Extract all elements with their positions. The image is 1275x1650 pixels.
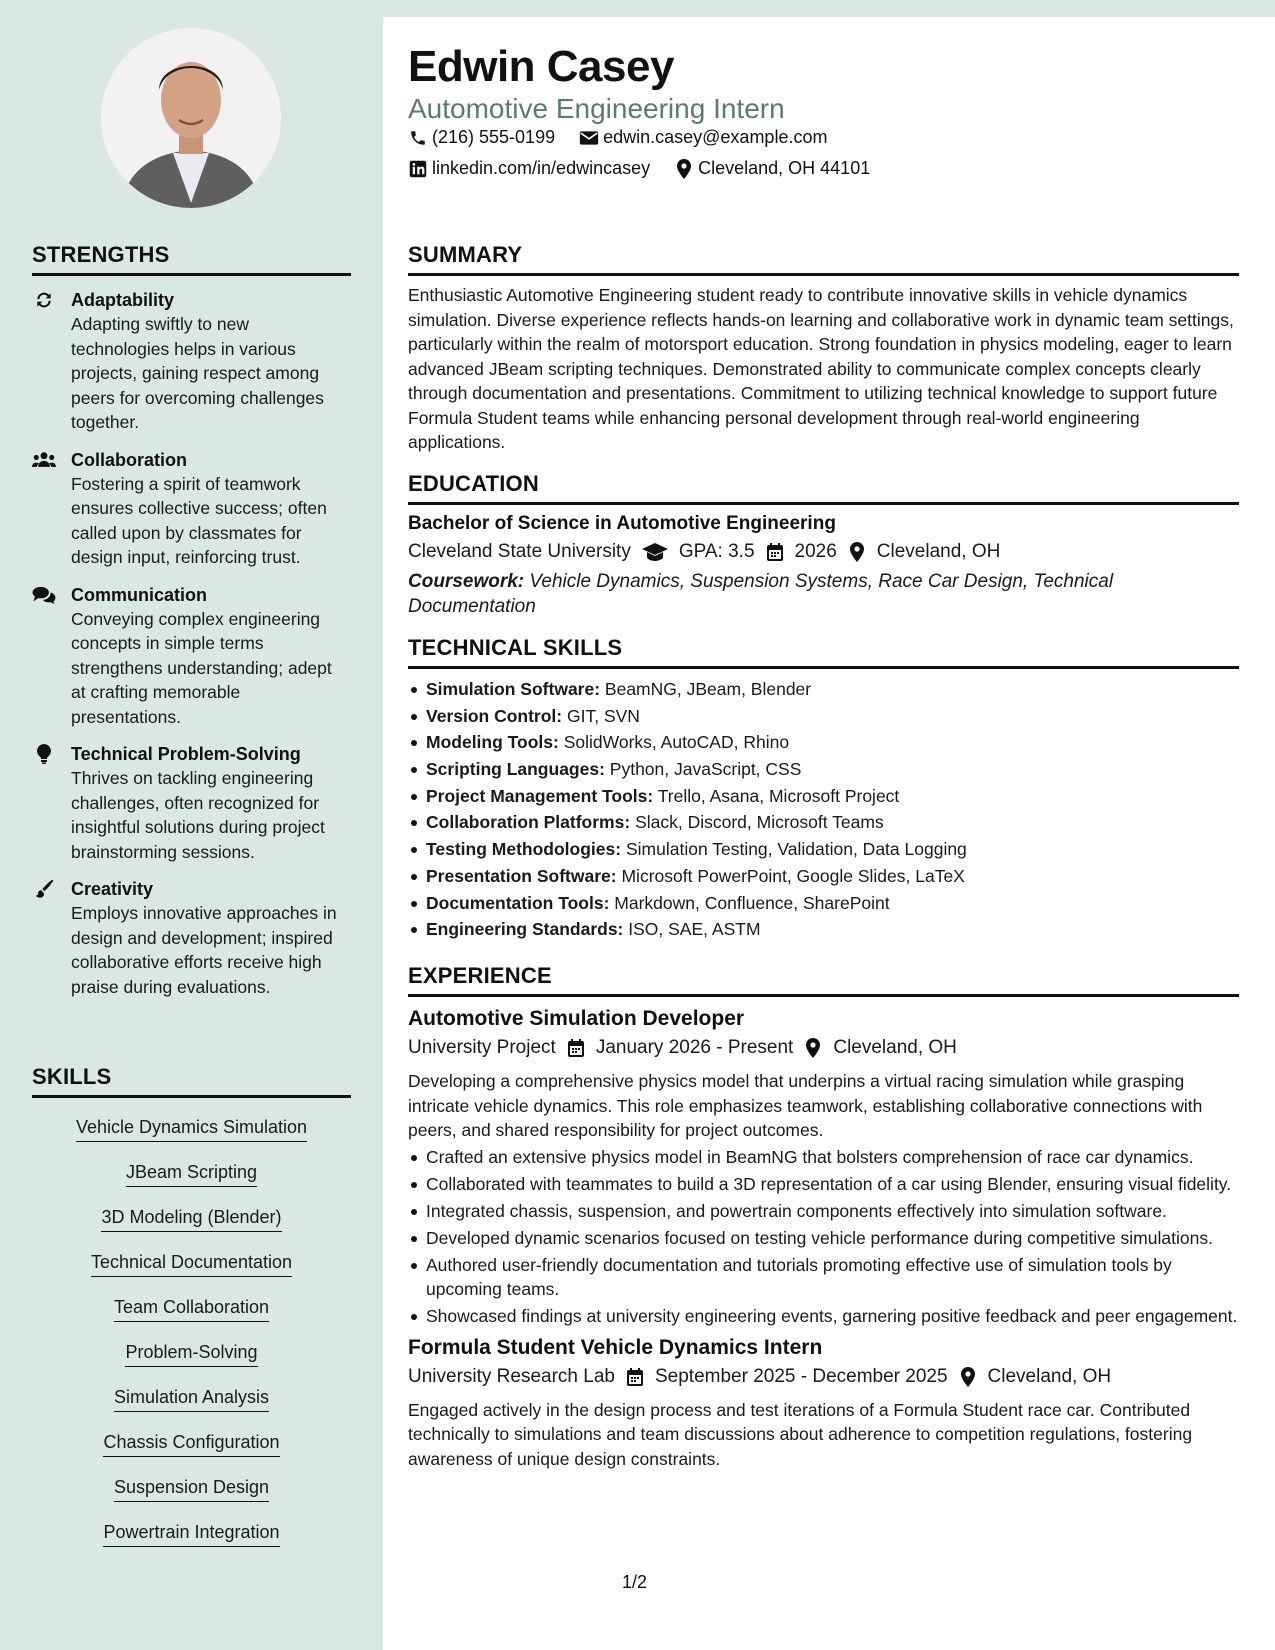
list-item bbox=[408, 837, 1239, 861]
gpa-text: GPA: 3.5 bbox=[678, 541, 755, 562]
skill-category: Collaboration Platforms: bbox=[426, 812, 631, 833]
strength-text: Adapting swiftly to new technologies helps in various projects, gaining respect among peers for overcoming challenges together. bbox=[71, 314, 324, 432]
list-item bbox=[408, 864, 1239, 888]
list-item: Showcased findings at university engineering events, garnering positive feedback and peer engagement. bbox=[408, 1304, 1239, 1328]
strength-text: Fostering a spirit of teamwork ensures collective success; often called upon by classmates for design input, reinforcing trust. bbox=[71, 473, 327, 567]
skill-tag: Chassis Configuration bbox=[103, 1429, 279, 1457]
strength-text: Employs innovative approaches in design and development; inspired collaborative efforts receive high praise during evaluations. bbox=[71, 903, 337, 997]
experience-heading: EXPERIENCE bbox=[408, 963, 1239, 997]
job-meta bbox=[408, 1037, 1239, 1059]
list-item bbox=[408, 810, 1239, 834]
comments-icon bbox=[32, 584, 56, 606]
summary-heading: SUMMARY bbox=[408, 242, 1239, 276]
list-item bbox=[408, 784, 1239, 808]
skill-category: Simulation Software: bbox=[426, 679, 601, 699]
calendar-icon bbox=[566, 1038, 586, 1058]
contact-row-2 bbox=[408, 158, 870, 179]
list-item bbox=[408, 704, 1239, 728]
list-item bbox=[408, 917, 1239, 941]
sync-icon bbox=[32, 289, 56, 311]
candidate-name: Edwin Casey bbox=[408, 42, 674, 91]
graduation-cap-icon bbox=[641, 542, 669, 562]
skills-section bbox=[32, 1064, 351, 1564]
list-item: Crafted an extensive physics model in BeamNG that bolsters comprehension of race car dynamics. bbox=[408, 1145, 1239, 1169]
profile-photo bbox=[101, 28, 281, 208]
phone-text[interactable]: (216) 555-0199 bbox=[432, 127, 556, 147]
skills-heading: SKILLS bbox=[32, 1064, 351, 1098]
calendar-icon bbox=[765, 542, 785, 562]
skill-category: Documentation Tools: bbox=[426, 892, 610, 913]
job-description: Developing a comprehensive physics model that underpins a virtual racing simulation while grasping intricate vehicle dynamics. This role emphasizes teamwork, establishing collaborative connections with peers, and shared responsibility for project outcomes. bbox=[408, 1071, 1203, 1140]
job-org: University Research Lab bbox=[408, 1365, 615, 1387]
school-name: Cleveland State University bbox=[408, 541, 631, 562]
skill-values: Microsoft PowerPoint, Google Slides, LaTeX bbox=[621, 865, 965, 886]
skill-category: Engineering Standards: bbox=[426, 919, 624, 940]
strength-title: Adaptability bbox=[71, 290, 175, 310]
summary-text: Enthusiastic Automotive Engineering student ready to contribute innovative skills in vehicle dynamics simulation. Diverse experience reflects hands-on learning and collaborative work in dynamic team settings, particularly within the realm of motorsport education. Strong foundation in physics modeling, eager to learn advanced JBeam scripting techniques. Demonstrated ability to communicate complex concepts clearly through documentation and presentations. Commitment to utilizing technical knowledge to support future Formula Student teams while enhancing personal development through real-world engineering applications. bbox=[408, 285, 1234, 452]
skill-values: Python, JavaScript, CSS bbox=[609, 759, 802, 780]
list-item: Authored user-friendly documentation and tutorials promoting effective use of simulation tools by upcoming teams. bbox=[408, 1253, 1239, 1301]
strength-item bbox=[32, 583, 351, 730]
skill-values: Markdown, Confluence, SharePoint bbox=[614, 892, 890, 913]
skill-category: Scripting Languages: bbox=[426, 759, 605, 780]
summary-section bbox=[408, 242, 1239, 455]
candidate-title: Automotive Engineering Intern bbox=[408, 93, 785, 124]
coursework bbox=[408, 569, 1239, 619]
technical-skills-list bbox=[408, 677, 1239, 941]
list-item: Collaborated with teammates to build a 3D representation of a car using Blender, ensuring visual fidelity. bbox=[408, 1172, 1239, 1196]
skill-tag: Simulation Analysis bbox=[114, 1384, 269, 1412]
calendar-icon bbox=[625, 1367, 645, 1387]
skill-tag: Team Collaboration bbox=[114, 1294, 269, 1322]
skill-tag: 3D Modeling (Blender) bbox=[101, 1204, 281, 1232]
graduation-year: 2026 bbox=[794, 541, 837, 562]
skill-category: Modeling Tools: bbox=[426, 732, 559, 753]
map-pin-icon bbox=[847, 542, 867, 562]
education-heading: EDUCATION bbox=[408, 471, 1239, 505]
technical-skills-section bbox=[408, 635, 1239, 944]
strength-title: Technical Problem-Solving bbox=[71, 744, 301, 764]
skill-values: Simulation Testing, Validation, Data Logging bbox=[625, 839, 967, 860]
skill-tag: Technical Documentation bbox=[91, 1249, 292, 1277]
skill-values: GIT, SVN bbox=[567, 705, 640, 726]
skill-values: Trello, Asana, Microsoft Project bbox=[657, 785, 900, 806]
experience-entry bbox=[408, 1007, 1239, 1328]
skill-values: BeamNG, JBeam, Blender bbox=[604, 679, 812, 699]
experience-section bbox=[408, 963, 1239, 1471]
technical-skills-heading: TECHNICAL SKILLS bbox=[408, 635, 1239, 669]
avatar bbox=[101, 28, 281, 208]
map-pin-icon bbox=[958, 1367, 978, 1387]
job-location: Cleveland, OH bbox=[833, 1037, 957, 1058]
skill-category: Project Management Tools: bbox=[426, 785, 654, 806]
strengths-section bbox=[32, 242, 351, 999]
school-location: Cleveland, OH bbox=[876, 541, 1001, 562]
linkedin-icon bbox=[408, 159, 428, 179]
location-text: Cleveland, OH 44101 bbox=[698, 158, 871, 178]
strength-item bbox=[32, 877, 351, 999]
skill-values: Slack, Discord, Microsoft Teams bbox=[635, 812, 884, 833]
strength-item bbox=[32, 288, 351, 435]
job-description: Engaged actively in the design process and test iterations of a Formula Student race car. Contributed technically to simulations and team discussions about adherence to competition regulations, fostering awareness of unique design constraints. bbox=[408, 1399, 1193, 1469]
job-title: Formula Student Vehicle Dynamics Intern bbox=[408, 1335, 823, 1359]
education-meta bbox=[408, 541, 1239, 563]
linkedin-link[interactable]: linkedin.com/in/edwincasey bbox=[432, 158, 651, 178]
strength-item bbox=[32, 742, 351, 864]
strength-text: Thrives on tackling engineering challenges, often recognized for insightful solutions during project brainstorming sessions. bbox=[71, 768, 325, 862]
degree-title: Bachelor of Science in Automotive Engineering bbox=[408, 513, 836, 534]
coursework-list: Vehicle Dynamics, Suspension Systems, Race Car Design, Technical Documentation bbox=[408, 571, 1114, 617]
job-org: University Project bbox=[408, 1037, 556, 1058]
envelope-icon bbox=[579, 128, 599, 148]
skill-category: Testing Methodologies: bbox=[426, 839, 622, 860]
skill-tag: JBeam Scripting bbox=[126, 1159, 257, 1187]
strength-title: Collaboration bbox=[71, 449, 187, 470]
strengths-heading: STRENGTHS bbox=[32, 242, 351, 276]
skill-tag: Suspension Design bbox=[114, 1474, 269, 1502]
list-item: Integrated chassis, suspension, and powertrain components effectively into simulation software. bbox=[408, 1199, 1239, 1223]
map-pin-icon bbox=[803, 1038, 823, 1058]
skill-tag: Problem-Solving bbox=[125, 1339, 257, 1367]
contact-row-1 bbox=[408, 127, 827, 148]
phone-icon bbox=[408, 128, 428, 148]
coursework-label: Coursework: bbox=[408, 571, 525, 592]
page-number: 1/2 bbox=[622, 1572, 648, 1592]
list-item bbox=[408, 730, 1239, 754]
skill-values: SolidWorks, AutoCAD, Rhino bbox=[563, 732, 790, 753]
job-title: Automotive Simulation Developer bbox=[408, 1007, 745, 1030]
top-band bbox=[383, 0, 1275, 17]
skill-tag: Vehicle Dynamics Simulation bbox=[76, 1114, 307, 1142]
paintbrush-icon bbox=[32, 878, 56, 900]
strength-item bbox=[32, 448, 351, 570]
job-dates: September 2025 - December 2025 bbox=[654, 1365, 948, 1387]
list-item bbox=[408, 677, 1239, 701]
users-icon bbox=[32, 449, 56, 471]
map-pin-icon bbox=[674, 159, 694, 179]
list-item bbox=[408, 757, 1239, 781]
skills-list bbox=[32, 1114, 351, 1564]
experience-entry bbox=[408, 1336, 1239, 1472]
job-location: Cleveland, OH bbox=[987, 1365, 1112, 1387]
skill-values: ISO, SAE, ASTM bbox=[628, 919, 761, 940]
skill-category: Version Control: bbox=[426, 705, 563, 726]
job-bullets bbox=[408, 1145, 1239, 1328]
list-item: Developed dynamic scenarios focused on testing vehicle performance during competitive simulations. bbox=[408, 1226, 1239, 1250]
skill-tag: Powertrain Integration bbox=[103, 1519, 279, 1547]
lightbulb-icon bbox=[32, 743, 56, 765]
strength-title: Creativity bbox=[71, 879, 154, 899]
job-meta bbox=[408, 1366, 1239, 1388]
education-section bbox=[408, 471, 1239, 619]
email-link[interactable]: edwin.casey@example.com bbox=[603, 127, 828, 147]
skill-category: Presentation Software: bbox=[426, 865, 617, 886]
strength-title: Communication bbox=[71, 584, 208, 605]
list-item bbox=[408, 891, 1239, 915]
job-dates: January 2026 - Present bbox=[595, 1037, 794, 1058]
strength-text: Conveying complex engineering concepts in simple terms strengthens understanding; adept at crafting memorable presentations. bbox=[71, 608, 332, 727]
